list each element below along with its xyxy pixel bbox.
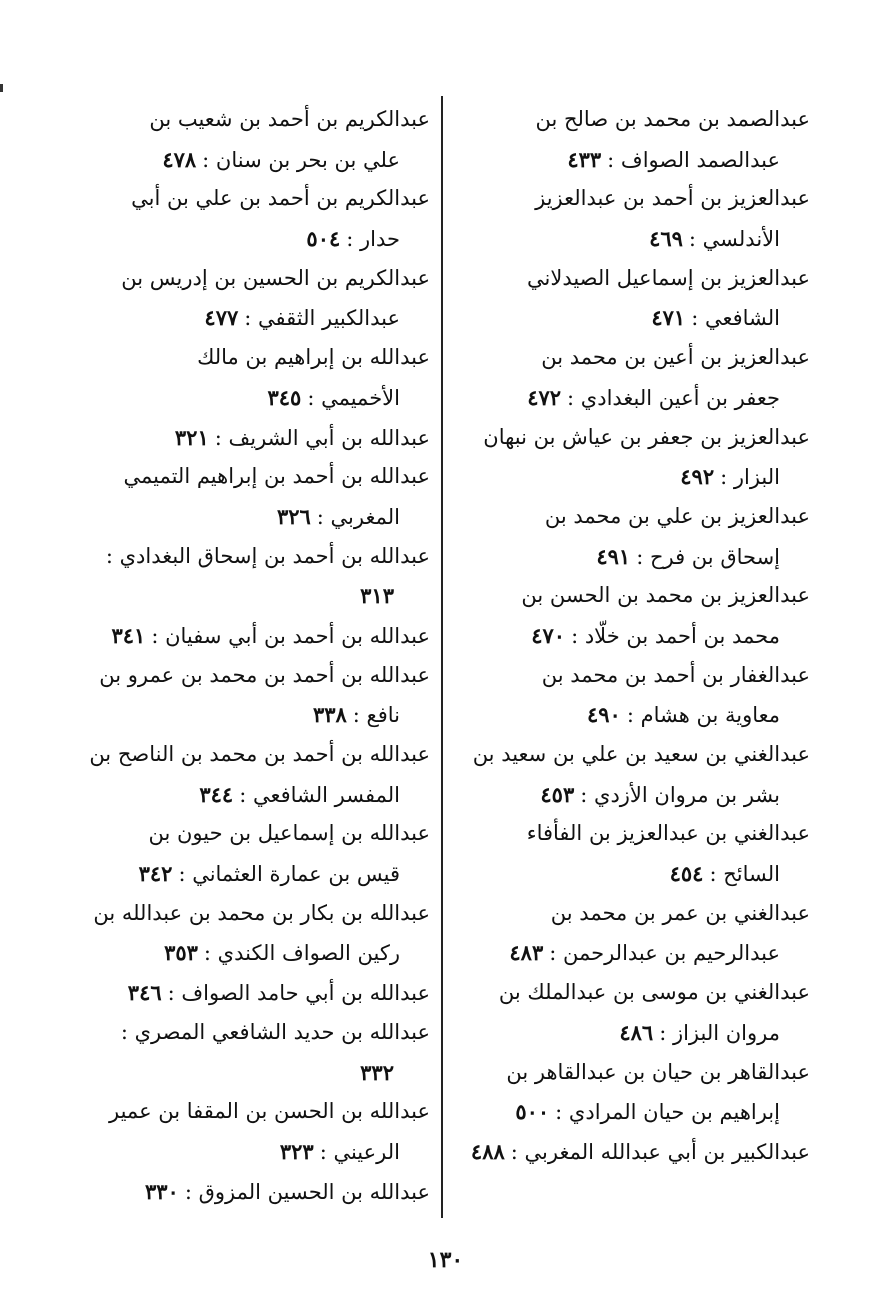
entry-page-number: ٣٤١ (111, 622, 146, 648)
entry-continuation: حدار : (346, 227, 400, 252)
index-entry (85, 457, 430, 536)
scan-edge-mark (0, 84, 3, 92)
index-entry (465, 497, 810, 576)
entry-name: عبدالعزيز بن إسماعيل الصيدلاني (527, 265, 810, 290)
index-entry (465, 259, 810, 338)
entry-name: عبدالصمد بن محمد بن صالح بن (535, 107, 810, 131)
entry-name: عبدالله بن أبي الشريف : (214, 425, 430, 450)
index-entry (465, 656, 810, 735)
index-entry (85, 1013, 430, 1092)
entry-page-number: ٤٧٨ (162, 146, 197, 172)
entry-page-number: ٤٥٤ (669, 861, 704, 887)
entry-name: عبدالله بن أحمد بن محمد بن عمرو بن (99, 662, 430, 687)
entry-page-number: ٥٠٤ (306, 226, 341, 252)
entry-name: عبدالعزيز بن محمد بن الحسن بن (521, 583, 810, 608)
index-entry (85, 418, 430, 458)
entry-page-number: ٤٦٩ (649, 226, 683, 252)
entry-continuation: إسحاق بن فرح : (636, 544, 780, 569)
entry-continuation: عبدالصمد الصواف : (607, 147, 780, 172)
entry-page-number: ٣٣٢ (360, 1059, 394, 1085)
entry-name: عبدالكريم بن أحمد بن علي بن أبي (131, 186, 430, 211)
entry-page-number: ٣٢١ (174, 424, 209, 450)
entry-name: عبدالله بن الحسين المزوق : (184, 1179, 430, 1204)
entry-name: عبدالله بن إبراهيم بن مالك (197, 345, 430, 370)
entry-continuation: قيس بن عمارة العثماني : (178, 862, 400, 887)
entry-name: عبدالكريم بن أحمد بن شعيب بن (149, 107, 430, 131)
entry-name: عبدالكريم بن الحسين بن إدريس بن (121, 265, 430, 290)
index-entry (465, 814, 810, 893)
entry-continuation: مروان البزاز : (659, 1020, 780, 1045)
entry-name: عبدالقاهر بن حيان بن عبدالقاهر بن (506, 1059, 810, 1084)
index-entry (465, 1053, 810, 1132)
index-entry (465, 735, 810, 814)
entry-name: عبدالغني بن عبدالعزيز بن الفأفاء (526, 821, 810, 846)
index-entry (85, 1092, 430, 1171)
entry-name: عبدالغني بن موسى بن عبدالملك بن (498, 980, 810, 1005)
index-entry (85, 259, 430, 338)
index-entry (85, 656, 430, 735)
entry-continuation: علي بن بحر بن سنان : (202, 147, 400, 172)
entry-name: عبدالله بن الحسن بن المقفا بن عمير (109, 1099, 430, 1124)
index-entry (465, 338, 810, 417)
index-entry (85, 1172, 430, 1212)
entry-page-number: ٥٠٠ (515, 1099, 550, 1125)
index-entry (85, 537, 430, 616)
entry-name: عبدالعزيز بن علي بن محمد بن (544, 503, 810, 528)
entry-page-number: ٤٩٠ (586, 702, 621, 728)
entry-name: عبدالله بن أبي حامد الصواف : (167, 981, 430, 1006)
index-entry (465, 576, 810, 655)
page-number: ١٣٠ (427, 1247, 464, 1273)
entry-page-number: ٤٥٣ (540, 781, 575, 807)
entry-continuation: إبراهيم بن حيان المرادي : (555, 1100, 780, 1125)
entry-page-number: ٤٨٣ (509, 940, 544, 966)
index-entry (465, 1132, 810, 1172)
entry-name: عبدالعزيز بن أعين بن محمد بن (541, 345, 810, 370)
entry-page-number: ٤٧٠ (531, 622, 566, 648)
entry-name: عبدالله بن بكار بن محمد بن عبدالله بن (93, 900, 430, 925)
entry-name: عبدالله بن أحمد بن إسحاق البغدادي : (105, 543, 430, 568)
index-entry (85, 179, 430, 258)
entry-name: عبدالكبير بن أبي عبدالله المغربي : (510, 1139, 810, 1164)
entry-continuation: المغربي : (316, 504, 400, 529)
entry-continuation: الأندلسي : (688, 227, 780, 252)
entry-continuation: بشر بن مروان الأزدي : (580, 782, 780, 807)
index-entry (85, 814, 430, 893)
entry-page-number: ٤٧٢ (527, 384, 562, 410)
entry-continuation: الرعيني : (319, 1139, 400, 1164)
entry-continuation: معاوية بن هشام : (626, 703, 780, 728)
entry-page-number: ٣٢٦ (276, 503, 311, 529)
entry-name: عبدالله بن أحمد بن إبراهيم التميمي (123, 464, 430, 489)
entry-continuation: عبدالكبير الثقفي : (244, 306, 400, 331)
entry-page-number: ٤٩١ (596, 543, 631, 569)
entry-page-number: ٣١٣ (360, 583, 394, 609)
entry-page-number: ٣٤٥ (267, 384, 302, 410)
entry-page-number: ٤٧١ (651, 305, 686, 331)
entry-continuation: البزار : (720, 465, 780, 490)
entry-continuation: محمد بن أحمد بن خلّاد : (571, 623, 780, 648)
column-divider (441, 96, 443, 1218)
index-entry (465, 894, 810, 973)
entry-name: عبدالغني بن عمر بن محمد بن (550, 900, 810, 925)
entry-name: عبدالله بن حديد الشافعي المصري : (120, 1019, 430, 1044)
index-entry (465, 100, 810, 179)
entry-page-number: ٤٩٢ (680, 464, 715, 490)
index-entry (85, 100, 430, 179)
entry-page-number: ٤٣٣ (567, 146, 602, 172)
index-entry (465, 418, 810, 497)
entry-continuation: نافع : (352, 703, 400, 728)
entry-page-number: ٣٤٤ (199, 781, 234, 807)
entry-page-number: ٣٢٣ (279, 1138, 314, 1164)
index-entry (465, 179, 810, 258)
entry-continuation: الشافعي : (691, 306, 780, 331)
entry-continuation: جعفر بن أعين البغدادي : (567, 385, 780, 410)
index-entry (85, 616, 430, 656)
entry-continuation: السائح : (709, 862, 780, 887)
entry-name: عبدالله بن إسماعيل بن حيون بن (148, 821, 430, 846)
entry-page-number: ٣٥٣ (164, 940, 198, 966)
index-entry (85, 735, 430, 814)
entry-continuation: ركين الصواف الكندي : (203, 941, 400, 966)
index-column-left (85, 100, 430, 1211)
entry-name: عبدالغفار بن أحمد بن محمد بن (541, 662, 810, 687)
entry-continuation: الأخميمي : (307, 385, 400, 410)
entry-name: عبدالعزيز بن أحمد بن عبدالعزيز (535, 186, 810, 211)
index-entry (85, 338, 430, 417)
entry-continuation: المفسر الشافعي : (239, 782, 400, 807)
entry-name: عبدالعزيز بن جعفر بن عياش بن نبهان (483, 424, 810, 449)
entry-page-number: ٣٤٢ (138, 861, 173, 887)
entry-name: عبدالله بن أحمد بن أبي سفيان : (151, 623, 430, 648)
entry-continuation: عبدالرحيم بن عبدالرحمن : (549, 941, 780, 966)
entry-page-number: ٣٤٦ (127, 980, 162, 1006)
entry-name: عبدالغني بن سعيد بن علي بن سعيد بن (472, 742, 810, 766)
entry-page-number: ٣٣٠ (144, 1178, 179, 1204)
entry-name: عبدالله بن أحمد بن محمد بن الناصح بن (89, 742, 430, 766)
index-entry (465, 973, 810, 1052)
index-entry (85, 894, 430, 973)
index-column-right (465, 100, 810, 1172)
entry-page-number: ٤٨٨ (470, 1138, 505, 1164)
entry-page-number: ٣٣٨ (312, 702, 347, 728)
index-entry (85, 973, 430, 1013)
entry-page-number: ٤٨٦ (619, 1019, 654, 1045)
entry-page-number: ٤٧٧ (204, 305, 239, 331)
